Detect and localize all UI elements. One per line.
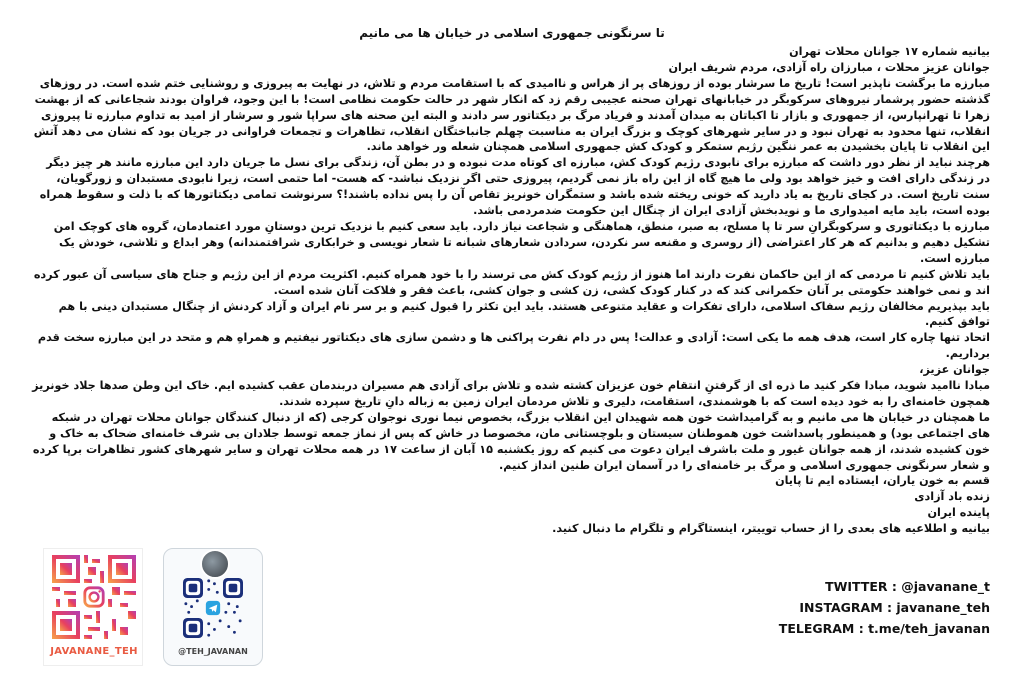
statement-title: تا سرنگونی جمهوری اسلامی در خیابان ها می مانیم [359,26,665,40]
paragraph: مبارزه با دیکتاتوری و سرکوبگرانِ سر تا پا مسلح، به صبر، منطق، هماهنگی و شجاعت نیاز دارد. باید سعی کنیم با نزدیک ترین دوستانِ مورد اعتمادمان، گروه های کوچک امن تشکیل دهیم و بدانیم که هر کار اعتراضی (از روسری و مقنعه سر نکردن، سردادن شعارهای شبانه تا شعار نویسی و خرابکاری شرافتمندانه) وهر ابداع و تلاشی، خودش یک مبارزه است. [53,219,990,265]
paragraph: ما همچنان در خیابان ها می مانیم و به گرامیداشت خون همه شهیدان این انقلاب بزرگ، بخصوص نیما نوری نوجوان کرجی (که از دنبال کنندگان جوانان محلات تهران در شبکه های اجتماعی بود) و همینطور پاسداشت خون هموطنان سیستان و بلوچستانی مان، مخصوصا در خاش که پس از نماز جمعه توسط جلادان بی شرف خامنه‌ای ضحاک به خاک و خون کشیده شدند، از همه جوانان غیور و ملت باشرف ایران دعوت می کنیم که روز یکشنبه ۱۵ آبان از ساعت ۱۷ در همه محلات تهران و سایر شهرهای کشور تظاهرات برپا کرده و شعار سرنگونی جمهوری اسلامی و مرگ بر خامنه‌ای را در آسمان ایران طنین انداز کنیم. [32,410,990,472]
slogan: قسم به خون یاران، ایستاده ایم تا پایان [775,474,990,488]
paragraph: باید بپذیریم مخالفان رژیم سفاک اسلامی، دارای تفکرات و عقاید متنوعی هستند. باید این تکثر را قبول کنیم و بر سر نام ایران و آزاد کردنش از چنگال مستبدان دینی با هم توافق کنیم. [58,299,990,329]
follow-note: بیانیه و اطلاعیه های بعدی را از حساب توییتر، اینستاگرام و تلگرام ما دنبال کنید. [552,522,990,536]
paragraph: مبادا ناامید شوید، مبادا فکر کنید ما ذره ای از گرفتنِ انتقام خون عزیزان کشته شده و تلاش برای آزادی هم مسیران دربندمان عقب کشیده ایم. خاک این وطن صدها جلاد خونریز همچون خامنه‌ای را به خود دیده است که با هوشمندی، استقامت، دلیری و تلاش مردمان ایران زمین به زباله دانِ تاریخ سپرده شدند. [32,379,990,408]
telegram-qr-code-icon [183,578,243,638]
greeting: جوانان عزیز محلات ، مبارزان راه آزادی، مردم شریف ایران [668,60,990,74]
avatar [200,549,230,579]
instagram-qr-label: JAVANANE_TEH [50,646,138,657]
telegram-qr-label: @TEH_JAVANAN [178,647,248,656]
instagram-qr-card [43,548,143,666]
statement-number: بیانیه شماره ۱۷ جوانان محلات تهران [789,45,990,58]
contact-list [779,576,990,639]
paragraph: مبارزه ما برگشت ناپذیر است! تاریخ ما سرشار بوده از روزهای پر از هراس و ناامیدی که با استقامت مردم و تلاش، در نهایت به پیروزی و روشنایی ختم شده است. در روزهای گذشته حضور پرشمار نیروهای سرکوبگر در خیابانهای تهران صحنه عجیبی رقم زد که انکار شهر در حالت حکومت نظامی است! با این وجود، فراوان بودند شجاعانی که از بهشت زهرا تا تهرانپارس، از جمهوری و بازار تا اکباتان به میدان آمدند و فریاد مرگ بر دیکتاتور سر دادند و البته این صحنه های سراپا شور و سرشار از امید به تداوم مبارزه تا پیروزی انقلاب، تنها محدود به تهران نبود و در سایر شهرهای کوچک و بزرگ ایران به مناسبت چهلم جانباختگان انقلاب، تظاهرات و تجمعات فراوانی در جریان بود که نشان می دهد آتش این انقلاب تا پایان بخشیدن به عمر ننگین رژیم ستمکر و کودک کش جمهوری اسلامی همچنان شعله ور خواهد ماند. [33,76,990,154]
instagram-qr-code-icon [52,555,136,639]
twitter-handle[interactable]: TWITTER : @javanane_t [825,579,990,594]
slogan: زنده باد آزادی [914,490,990,504]
telegram-qr-card [163,548,263,666]
telegram-link[interactable]: TELEGRAM : t.me/teh_javanan [778,621,990,636]
instagram-handle[interactable]: INSTAGRAM : javanane_teh [799,600,990,615]
statement-body [32,44,990,537]
paragraph: هرچند نباید از نظر دور داشت که مبارزه برای نابودی رژیم کودک کش، مبارزه ای کوتاه مدت نبوده و در بطن آن، زندگی برای نسل ما جریان دارد این مبارزه مانند هر چیز دیگر در زندگی دارای افت و خیز خواهد بود ولی ما هیچ گاه از این راه باز نمی گردیم، پیروزی حتی اگر نزدیک نباشد- که هست- اما حتمی است، زیرا نابودی مستبدان و زورگویان، سنت تاریخ است. در کجای تاریخ به یاد دارید که خونی ریخته شده باشد و ستمگران خونریز تقاص آن را پس نداده باشند!؟ سرنوشت تمامی دیکتاتورها که با ذلت و سقوط همراه بوده است، باید مایه امیدواری ما و نویدبخش آزادی ایران از چنگال این حکومت ضدمردمی باشد. [39,156,990,218]
paragraph: جوانان عزیز، [919,363,990,377]
paragraph: باید تلاش کنیم تا مردمی که از این حاکمان نفرت دارند اما هنوز از رژیم کودک کش می ترسند را با خود همراه کنیم. اکثریت مردم از این رژیم و جناح های سیاسی آن عبور کرده اند و نمی خواهند حکومتی بر آنان حکمرانی کند که در کنار کودک کشی، زن کشی و جوان کشی، باعث فقر و فلاکت آنان شده است. [33,267,990,297]
slogan: پاینده ایران [927,506,990,520]
paragraph: اتحاد تنها چاره کار است، هدف همه ما یکی است: آزادی و عدالت! پس در دام نفرت پراکنی ها و دشمن سازی های دیکتاتور نیفتیم و همراهِ هم و متحد در این مبارزه سخت قدم برداریم. [37,331,990,361]
